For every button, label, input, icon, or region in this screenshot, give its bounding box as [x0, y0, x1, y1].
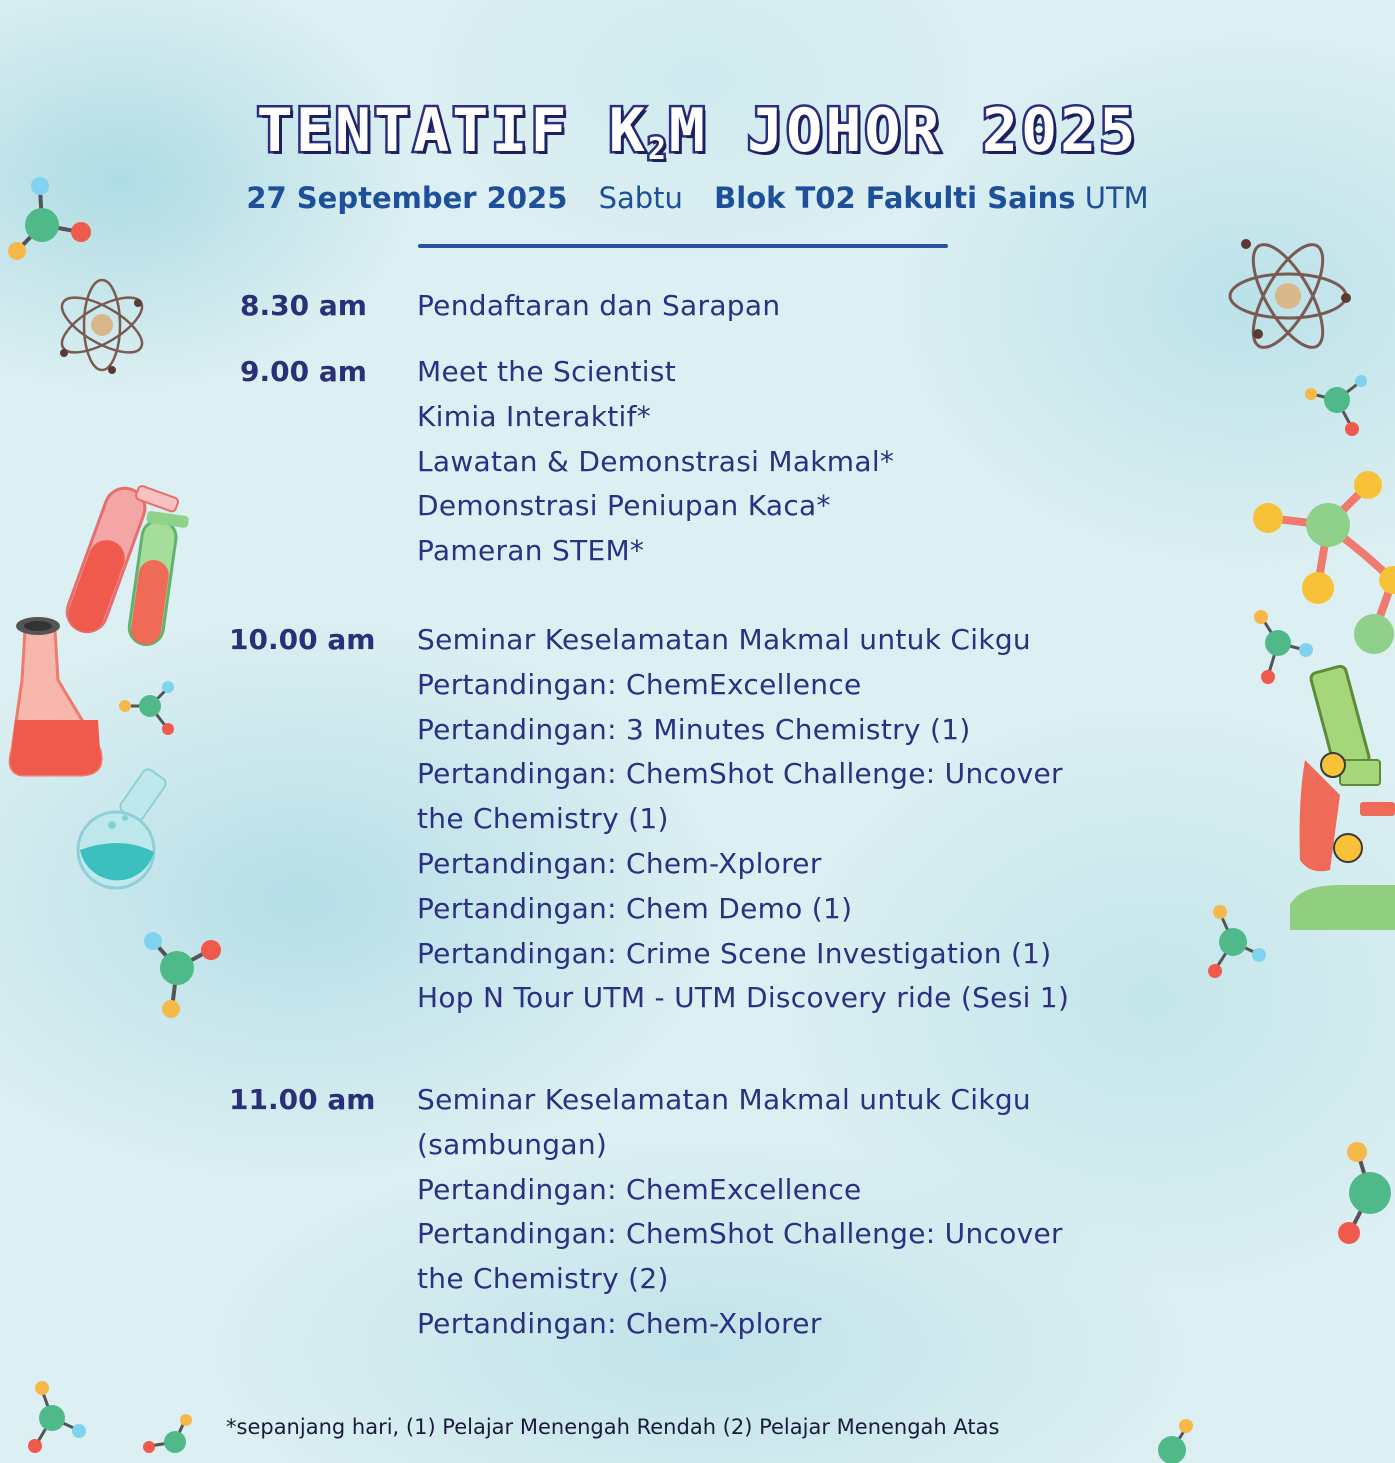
schedule-item: Pertandingan: Chem Demo (1): [417, 891, 853, 925]
page-title: TENTATIF $K_2M$ JOHOR 2025: [256, 96, 1139, 167]
molecule-icon: [119, 681, 174, 735]
event-date: 27 September 2025: [246, 181, 568, 215]
schedule-item: Pertandingan: Chem-Xplorer: [417, 846, 822, 880]
microscope-icon: [1290, 665, 1395, 930]
event-day: Sabtu: [598, 181, 683, 215]
molecule-icon: [1305, 375, 1367, 436]
header-divider: [418, 244, 948, 248]
schedule-item: Seminar Keselamatan Makmal untuk Cikgu: [417, 623, 1031, 656]
schedule-item: Pertandingan: ChemExcellence: [417, 667, 862, 701]
molecule-icon: [144, 932, 221, 1018]
molecule-icon: [28, 1381, 192, 1453]
schedule-item: (sambungan): [417, 1127, 608, 1161]
schedule-item: Demonstrasi Peniupan Kaca*: [417, 489, 831, 523]
title-subscript: 2: [647, 132, 669, 167]
event-venue: Blok T02 Fakulti Sains: [714, 181, 1076, 215]
schedule-item: Seminar Keselamatan Makmal untuk Cikgu: [417, 1083, 1031, 1116]
round-flask-icon: [78, 767, 168, 888]
schedule-item: Pendaftaran dan Sarapan: [417, 289, 781, 322]
atom-icon: [1230, 235, 1351, 357]
footnote: *sepanjang hari, (1) Pelajar Menengah Rendah (2) Pelajar Menengah Atas: [226, 1415, 1000, 1439]
schedule-item: Pertandingan: ChemShot Challenge: Uncover: [417, 757, 1063, 791]
event-info: [0, 178, 1395, 218]
schedule-item: Pameran STEM*: [417, 534, 645, 568]
schedule-time: 11.00 am: [229, 1083, 376, 1116]
schedule-item: Hop N Tour UTM - UTM Discovery ride (Sesi 1): [417, 981, 1070, 1015]
molecule-icon: [1208, 905, 1266, 978]
schedule-item: Pertandingan: ChemShot Challenge: Uncover: [417, 1217, 1063, 1251]
event-venue-suffix: UTM: [1084, 181, 1149, 215]
schedule-items: [417, 284, 780, 329]
title-container: [0, 96, 1395, 185]
molecule-icon: [1158, 1419, 1193, 1463]
schedule-item: the Chemistry (2): [417, 1262, 669, 1296]
schedule-items: [417, 1078, 1063, 1347]
schedule-item: Pertandingan: Crime Scene Investigation (1): [417, 936, 1052, 970]
schedule-items: [417, 350, 894, 574]
atom-icon: [54, 280, 150, 374]
flask-icon: [10, 617, 101, 775]
schedule-item: Meet the Scientist: [417, 355, 676, 388]
schedule-time: 8.30 am: [240, 289, 367, 322]
molecule-icon: [1253, 471, 1395, 654]
schedule-items: [417, 618, 1069, 1021]
test-tube-icon: [62, 483, 190, 647]
molecule-icon: [1254, 610, 1313, 684]
schedule-item: Lawatan & Demonstrasi Makmal*: [417, 444, 895, 478]
schedule-item: Pertandingan: Chem-Xplorer: [417, 1306, 822, 1340]
schedule-time: 9.00 am: [240, 355, 367, 388]
schedule-item: the Chemistry (1): [417, 802, 669, 836]
molecule-icon: [1338, 1142, 1391, 1244]
schedule-time: 10.00 am: [229, 623, 376, 656]
schedule-item: Pertandingan: 3 Minutes Chemistry (1): [417, 712, 971, 746]
schedule-item: Pertandingan: ChemExcellence: [417, 1172, 862, 1206]
schedule-item: Kimia Interaktif*: [417, 399, 652, 433]
